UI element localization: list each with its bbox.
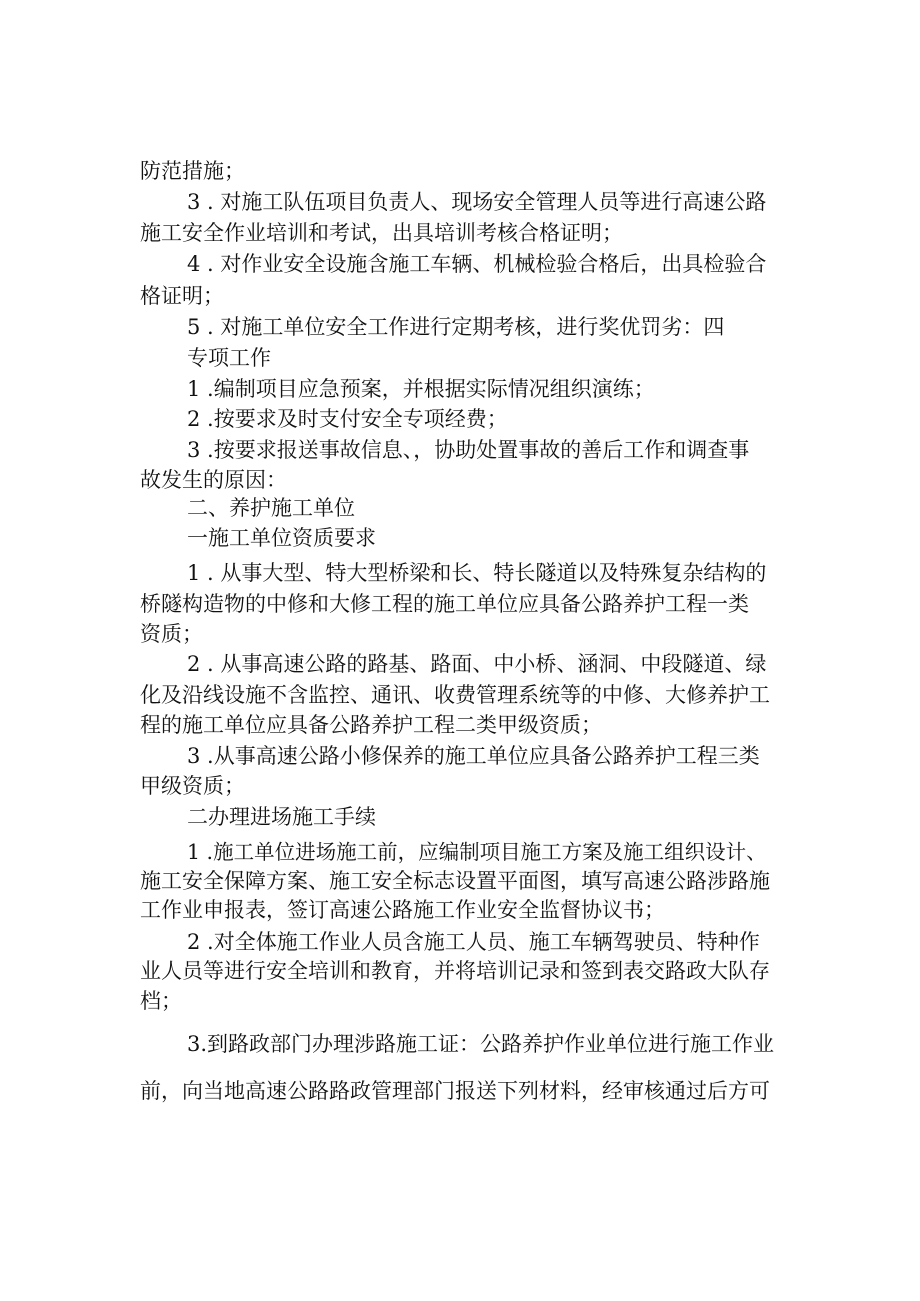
text-line: 1 . 从事大型、特大型桥梁和长、特长隧道以及特殊复杂结构的 xyxy=(187,561,767,585)
text-line: 工作业申报表，签订高速公路施工作业安全监督协议书； xyxy=(140,898,665,922)
subsection-heading: 一施工单位资质要求 xyxy=(187,526,376,550)
text-line: 前，向当地高速公路路政管理部门报送下列材料，经审核通过后方可 xyxy=(140,1079,770,1103)
text-line: 1 .编制项目应急预案，并根据实际情况组织演练； xyxy=(187,377,655,401)
text-line: 4 . 对作业安全设施含施工车辆、机械检验合格后，出具检验合 xyxy=(187,252,767,276)
text-line: 格证明； xyxy=(140,284,224,308)
text-line: 桥隧构造物的中修和大修工程的施工单位应具备公路养护工程一类 xyxy=(140,592,749,616)
text-line: 3.到路政部门办理涉路施工证：公路养护作业单位进行施工作业 xyxy=(187,1032,775,1056)
text-line: 施工安全作业培训和考试，出具培训考核合格证明； xyxy=(140,221,623,245)
text-line: 化及沿线设施不含监控、通讯、收费管理系统等的中修、大修养护工 xyxy=(140,683,770,707)
section-heading: 二、养护施工单位 xyxy=(187,496,355,520)
text-line: 2 . 从事高速公路的路基、路面、中小桥、涵洞、中段隧道、绿 xyxy=(187,652,767,676)
text-line: 专项工作 xyxy=(187,346,271,370)
text-line: 程的施工单位应具备公路养护工程二类甲级资质； xyxy=(140,713,602,737)
text-line: 2 .按要求及时支付安全专项经费； xyxy=(187,407,508,431)
text-line: 防范措施； xyxy=(140,159,245,183)
text-line: 3 . 对施工队伍项目负责人、现场安全管理人员等进行高速公路 xyxy=(187,190,767,214)
subsection-heading: 二办理进场施工手续 xyxy=(187,805,376,829)
text-line: 故发生的原因： xyxy=(140,468,287,492)
text-line: 资质； xyxy=(140,622,203,646)
text-line: 施工安全保障方案、施工安全标志设置平面图，填写高速公路涉路施 xyxy=(140,869,770,893)
text-line: 3 .从事高速公路小修保养的施工单位应具备公路养护工程三类 xyxy=(187,744,760,768)
text-line: 业人员等进行安全培训和教育，并将培训记录和签到表交路政大队存 xyxy=(140,959,770,983)
text-line: 2 .对全体施工作业人员含施工人员、施工车辆驾驶员、特种作 xyxy=(187,930,760,954)
text-line: 3 .按要求报送事故信息、，协助处置事故的善后工作和调查事 xyxy=(187,438,750,462)
text-line: 1 .施工单位进场施工前，应编制项目施工方案及施工组织设计、 xyxy=(187,840,767,864)
text-line: 档； xyxy=(140,989,182,1013)
text-line: 甲级资质； xyxy=(140,774,245,798)
text-line: 5 . 对施工单位安全工作进行定期考核，进行奖优罚劣：四 xyxy=(187,315,725,339)
